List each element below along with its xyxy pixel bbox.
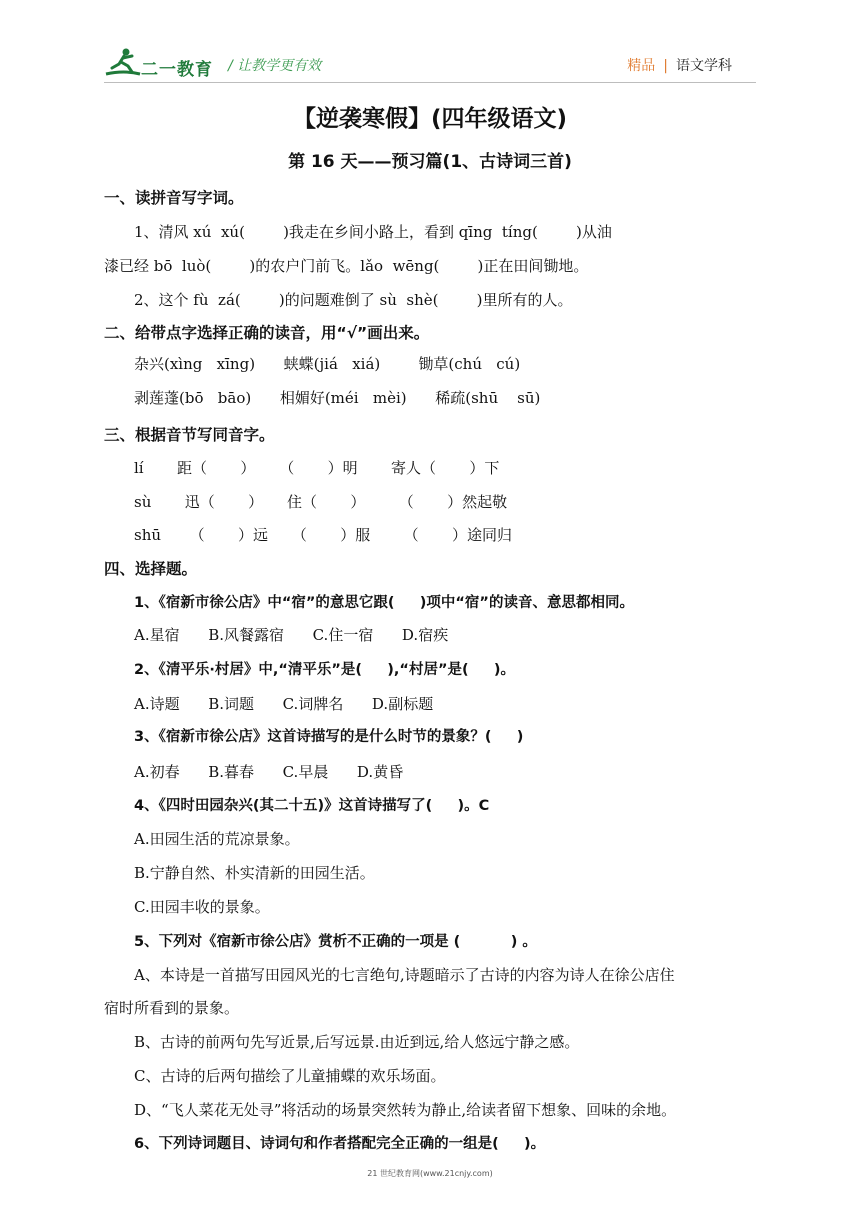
section-1-heading: 一、读拼音写字词。	[104, 189, 244, 207]
slogan: / 让教学更有效	[228, 58, 322, 74]
question-option: A.田园生活的荒凉景象。	[134, 830, 300, 848]
logo-text: 二一教育	[141, 60, 213, 80]
section-3-heading: 三、根据音节写同音字。	[104, 426, 275, 444]
question-5: 5、下列对《宿新市徐公店》赏析不正确的一项是 ( ) 。	[134, 934, 537, 950]
question-option: C.田园丰收的景象。	[134, 898, 270, 916]
brand-subject: 语文学科	[676, 58, 732, 74]
text-line: 2、这个 fù zá( )的问题难倒了 sù shè( )里所有的人。	[134, 291, 573, 309]
text-line: lí 距（ ） （ ）明 寄人（ ）下	[134, 459, 500, 477]
text-line: 漆已经 bō luò( )的农户门前飞。lǎo wēng( )正在田间锄地。	[104, 257, 589, 275]
section-4-heading: 四、选择题。	[104, 560, 198, 578]
question-options: A.初春 B.暮春 C.早晨 D.黄昏	[134, 763, 404, 781]
brand-separator: |	[663, 58, 668, 74]
brand-jingpin: 精品	[627, 58, 656, 74]
question-option: D、“飞人菜花无处寻”将活动的场景突然转为静止,给读者留下想象、回味的余地。	[134, 1101, 677, 1119]
text-line: 杂兴(xìng xīng) 蛱蝶(jiá xiá) 锄草(chú cú)	[134, 355, 521, 373]
question-3: 3、《宿新市徐公店》这首诗描写的是什么时节的景象？( )	[134, 729, 524, 745]
question-options: A.星宿 B.风餐露宿 C.住一宿 D.宿疾	[134, 626, 449, 644]
section-2-heading: 二、给带点字选择正确的读音，用“√”画出来。	[104, 324, 430, 342]
question-option: A、本诗是一首描写田园风光的七言绝句,诗题暗示了古诗的内容为诗人在徐公店住	[134, 966, 675, 984]
brand-label	[627, 55, 732, 75]
text-line: shū （ ）远 （ ）服 （ ）途同归	[134, 526, 512, 544]
question-option: C、古诗的后两句描绘了儿童捕蝶的欢乐场面。	[134, 1067, 446, 1085]
page-footer: 21 世纪教育网(www.21cnjy.com)	[367, 1169, 493, 1178]
header-divider	[104, 82, 756, 83]
text-line: sù 迅（ ） 住（ ） （ ）然起敬	[134, 493, 508, 511]
question-2: 2、《清平乐·村居》中,“清平乐”是( ),“村居”是( )。	[134, 662, 515, 678]
page-title: 【逆袭寒假】(四年级语文)	[292, 106, 568, 132]
question-4: 4、《四时田园杂兴(其二十五)》这首诗描写了( )。C	[134, 798, 490, 814]
question-option: 宿时所看到的景象。	[104, 999, 240, 1017]
question-1: 1、《宿新市徐公店》中“宿”的意思它跟( )项中“宿”的读音、意思都相同。	[134, 595, 634, 611]
page-header	[0, 0, 860, 92]
question-option: B、古诗的前两句先写近景,后写远景.由近到远,给人悠远宁静之感。	[134, 1033, 580, 1051]
text-line: 1、清风 xú xú( )我走在乡间小路上，看到 qīng tíng( )从油	[134, 223, 612, 241]
question-6: 6、下列诗词题目、诗词句和作者搭配完全正确的一组是( )。	[134, 1136, 546, 1152]
page-subtitle: 第 16 天——预习篇(1、古诗词三首)	[288, 152, 572, 172]
text-line: 剥莲蓬(bō bāo) 相媚好(méi mèi) 稀疏(shū sū)	[134, 389, 541, 407]
question-options: A.诗题 B.词题 C.词牌名 D.副标题	[134, 695, 434, 713]
question-option: B.宁静自然、朴实清新的田园生活。	[134, 864, 375, 882]
